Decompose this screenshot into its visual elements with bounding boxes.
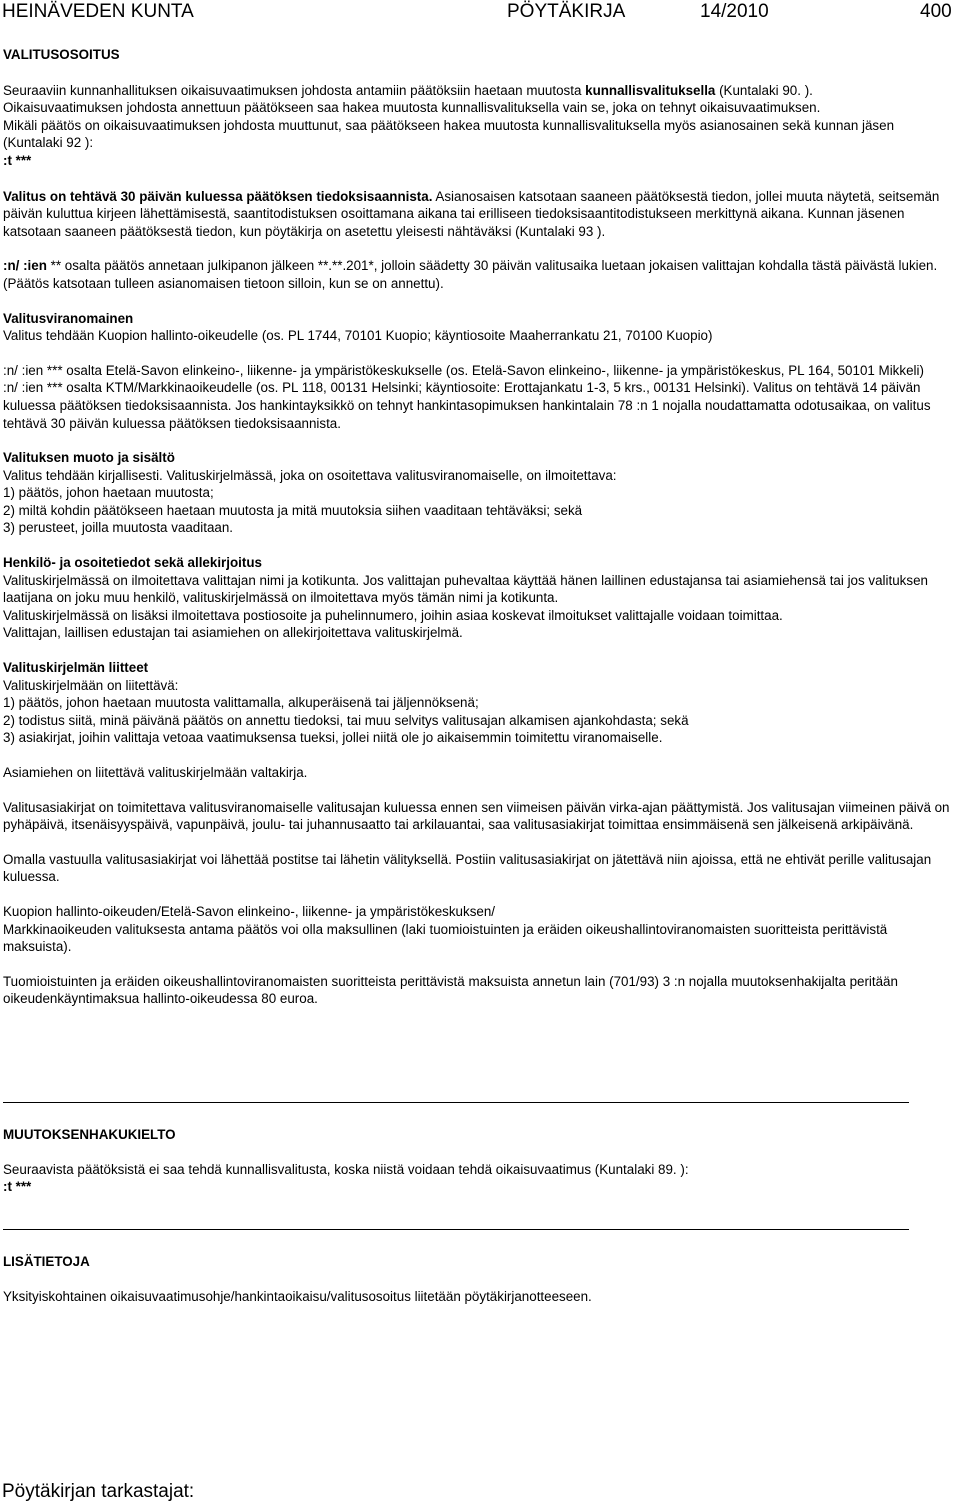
paragraph: Yksityiskohtainen oikaisuvaatimusohje/hankintaoikaisu/valitusosoitus liitetään pöytäkirjanotteeseen.	[3, 1288, 592, 1304]
paragraph: Omalla vastuulla valitusasiakirjat voi lähettää postitse tai lähetin välityksellä. Postiin valitusasiakirjat on jätettävä niin ajoissa, että ne ehtivät perille valitusajan kuluessa.	[3, 851, 932, 885]
section-heading-lisatietoja: LISÄTIETOJA	[3, 1254, 90, 1269]
organization-name: HEINÄVEDEN KUNTA	[2, 1, 194, 22]
paragraph	[3, 257, 955, 292]
paragraph: Valitus tehdään Kuopion hallinto-oikeudelle (os. PL 1744, 70101 Kuopio; käyntiosoite Maaherrankatu 21, 70100 Kuopio)	[3, 328, 713, 344]
section-heading-henkilo: Henkilö- ja osoitetiedot sekä allekirjoitus	[3, 555, 262, 571]
list-item: 1) päätös, johon haetaan muutosta;	[3, 485, 214, 501]
paragraph: Mikäli päätös on oikaisuvaatimuksen johdosta muuttunut, saa päätökseen hakea muutosta kunnallisvalituksella myös asianosainen sekä kunnan jäsen (Kuntalaki 92 ):	[3, 117, 895, 151]
main-content	[3, 46, 955, 1008]
list-item: 3) perusteet, joilla muutosta vaaditaan.	[3, 520, 234, 536]
list-item: 2) miltä kohdin päätökseen haetaan muutosta ja mitä muutoksia siihen vaaditaan tehtäväksi; sekä	[3, 502, 583, 518]
paragraph	[3, 82, 955, 100]
list-item: Valitus tehdään kirjallisesti. Valituskirjelmässä, joka on osoitettava valitusviranomaiselle, on ilmoitettava:	[3, 467, 617, 483]
paragraph: Valituskirjelmässä on ilmoitettava valittajan nimi ja kotikunta. Jos valittajan puhevaltaa käyttää hänen laillinen edustajansa tai asiamiehensä tai jos valituksen laatijana on joku muu henkilö, valituskirjelmässä on ilmoitettava myös tämän nimi ja kotikunta.	[3, 572, 928, 606]
section-heading-muoto: Valituksen muoto ja sisältö	[3, 450, 175, 466]
text-span-bold: kunnallisvalituksella	[585, 82, 716, 98]
text-span-bold: :n/ :ien	[3, 258, 47, 274]
document-number: 14/2010	[700, 1, 769, 22]
list-item: 2) todistus siitä, minä päivänä päätös on annettu tiedoksi, tai muu selvitys valitusajan alkamisen ajankohdasta; sekä	[3, 712, 689, 728]
paragraph	[3, 188, 955, 241]
text-span: Seuraaviin kunnanhallituksen oikaisuvaatimuksen johdosta antamiin päätöksiin haetaan muutosta	[3, 82, 586, 98]
paragraph: Markkinaoikeuden valituksesta antama päätös voi olla maksullinen (laki tuomioistuinten ja eräiden oikeushallintoviranomaisten suoritteista perittävistä maksuista).	[3, 921, 888, 955]
section-muutoksenhakukielto	[3, 1126, 955, 1196]
text-span: ** osalta päätös annetaan julkipanon jälkeen **.**.201*, jolloin säädetty 30 päivän valitusaika luetaan jokaisen valittajan kohdalla tästä päivästä lukien. (Päätös katsotaan tulleen asianomaisen tietoon silloin, kun se on annettu).	[3, 258, 938, 291]
page-header	[0, 0, 960, 26]
paragraph: Asiamiehen on liitettävä valituskirjelmään valtakirja.	[3, 765, 308, 780]
paragraph: Kuopion hallinto-oikeuden/Etelä-Savon elinkeino-, liikenne- ja ympäristökeskuksen/	[3, 903, 496, 919]
paragraph: :t ***	[3, 152, 32, 168]
section-heading-valitusviranomainen: Valitusviranomainen	[3, 310, 134, 326]
paragraph: Seuraavista päätöksistä ei saa tehdä kunnallisvalitusta, koska niistä voidaan tehdä oikaisuvaatimus (Kuntalaki 89. ):	[3, 1161, 689, 1177]
list-item: 1) päätös, johon haetaan muutosta valittamalla, alkuperäisenä tai jäljennöksenä;	[3, 695, 479, 711]
paragraph: Tuomioistuinten ja eräiden oikeushallintoviranomaisten suoritteista perittävistä maksuista annetun lain (701/93) 3 :n nojalla muutoksenhakijalta peritään oikeudenkäyntimaksua hallinto-oikeudessa 80 euroa.	[3, 973, 898, 1007]
section-heading-liitteet: Valituskirjelmän liitteet	[3, 660, 149, 676]
section-heading-muutoksenhakukielto: MUUTOKSENHAKUKIELTO	[3, 1127, 176, 1142]
paragraph: :t ***	[3, 1179, 32, 1195]
page-number: 400	[920, 1, 952, 22]
text-span: (Kuntalaki 90. ).	[715, 82, 813, 98]
list-item: Valituskirjelmään on liitettävä:	[3, 677, 179, 693]
section-lisatietoja	[3, 1253, 955, 1305]
paragraph: Oikaisuvaatimuksen johdosta annettuun päätökseen saa hakea muutosta kunnallisvalituksella vain se, joka on tehnyt oikaisuvaatimuksen.	[3, 100, 821, 116]
paragraph: Valittajan, laillisen edustajan tai asiamiehen on allekirjoitettava valituskirjelmä.	[3, 625, 463, 641]
document-type: PÖYTÄKIRJA	[507, 1, 626, 22]
paragraph: :n/ :ien *** osalta Etelä-Savon elinkeino-, liikenne- ja ympäristökeskukselle (os. Etelä-Savon elinkeino-, liikenne- ja ympäristökeskus, PL 164, 50101 Mikkeli)	[3, 362, 924, 378]
section-heading-valitusosoitus: VALITUSOSOITUS	[3, 47, 120, 62]
paragraph: Valituskirjelmässä on lisäksi ilmoitettava postiosoite ja puhelinnumero, joihin asiaa koskevat ilmoitukset valittajalle voidaan toimittaa.	[3, 607, 783, 623]
divider	[3, 1102, 909, 1103]
text-span: Asianosaisen katsotaan saaneen päätöksestä tiedon, jollei muuta näytetä, seitsemän päivän kuluttua kirjeen lähettämisestä, saantitodistuksen osoittamana aikana tai erilliseen tiedoksisaantitodistukseen merkittynä aikana. Kunnan jäsenen katsotaan saaneen päätöksestä tiedon, kun pöytäkirja on asetettu yleisesti nähtäväksi (Kuntalaki 93 ).	[3, 188, 940, 239]
paragraph: Valitusasiakirjat on toimitettava valitusviranomaiselle valitusajan kuluessa ennen sen viimeisen päivän virka-ajan päättymistä. Jos valitusajan viimeinen päivä on pyhäpäivä, itsenäisyyspäivä, vapunpäivä, joulu- tai juhannusaatto tai arkilauantai, saa valitusasiakirjat toimittaa ensimmäisenä sen jälkeisenä arkipäivänä.	[3, 799, 950, 833]
list-item: 3) asiakirjat, joihin valittaja vetoaa vaatimuksensa tueksi, jollei niitä ole jo aikaisemmin toimitettu viranomaiselle.	[3, 730, 663, 746]
footer-signature-label: Pöytäkirjan tarkastajat:	[2, 1481, 195, 1502]
text-span-bold: Valitus on tehtävä 30 päivän kuluessa päätöksen tiedoksisaannista.	[3, 188, 433, 204]
paragraph: :n/ :ien *** osalta KTM/Markkinaoikeudelle (os. PL 118, 00131 Helsinki; käyntiosoite: Erottajankatu 1-3, 5 krs., 00131 Helsinki). Valitus on tehtävä 14 päivän kuluessa päätöksen tiedoksisaannista. Jos hankintayksikkö on tehnyt hankintasopimuksen hankintalain 78 :n 1 nojalla noudattamatta odotusaikaa, on valitus tehtävä 30 päivän kuluessa päätöksen tiedoksisaannista.	[3, 380, 931, 431]
divider	[3, 1229, 909, 1230]
